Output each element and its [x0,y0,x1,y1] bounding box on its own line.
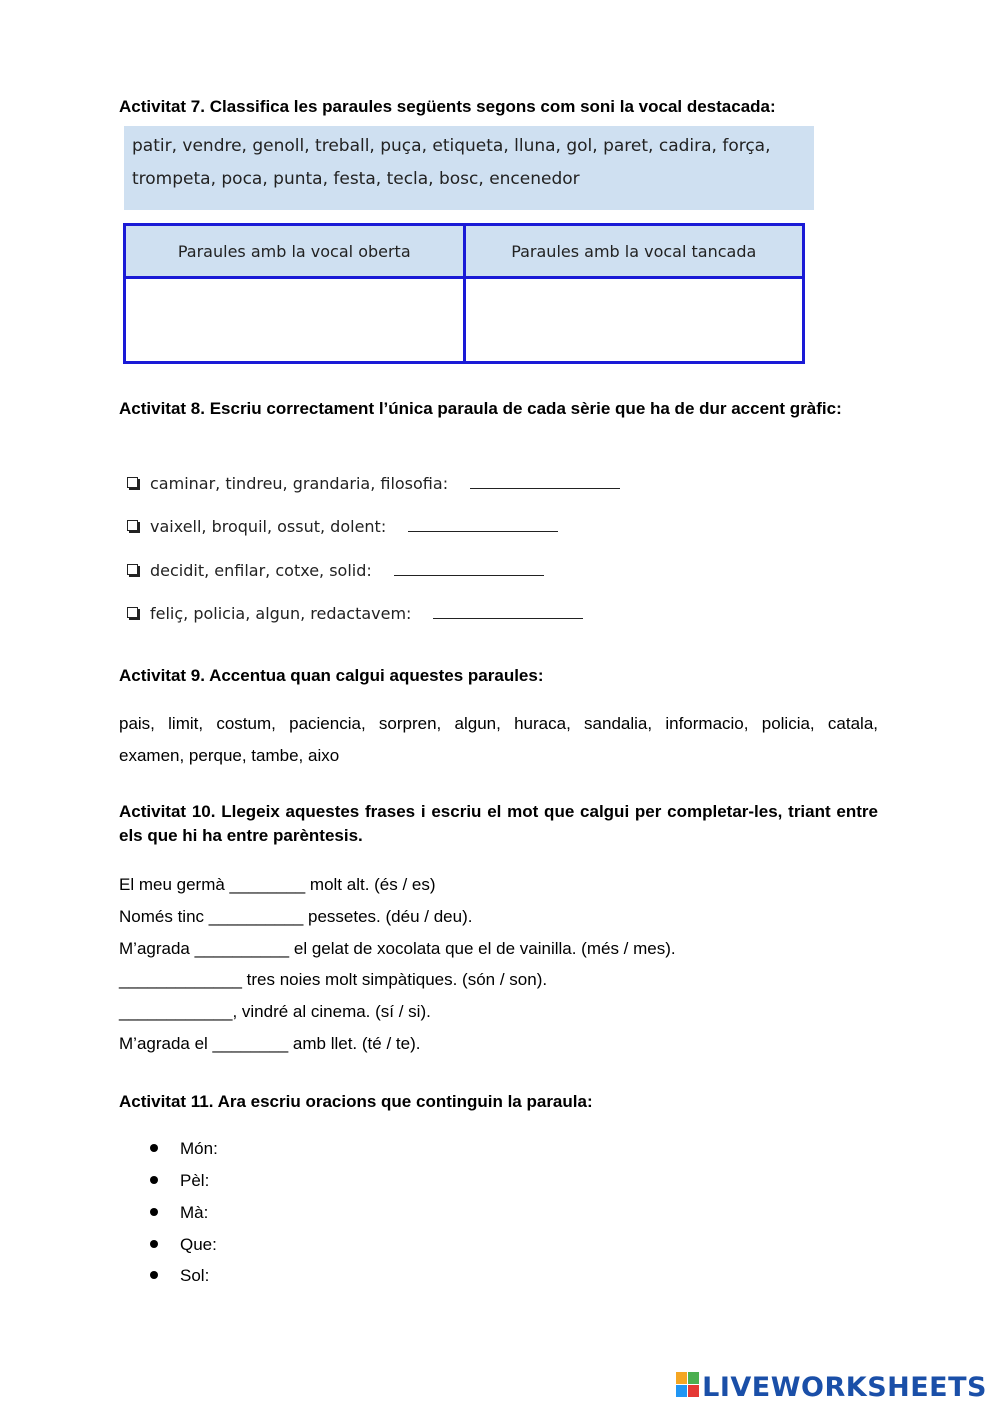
bullet-icon [150,1176,158,1184]
checkbox-icon [127,477,138,488]
answer-blank[interactable] [394,574,544,576]
classification-table [123,223,805,364]
open-vowel-answer-cell[interactable] [125,278,465,363]
activity11-item: Sol: [150,1260,209,1292]
activity9-words-line1: pais, limit, costum, paciencia, sorpren, algun, huraca, sandalia, informacio, policia, catala, [119,714,878,733]
activity10-sentence: El meu germà ________ molt alt. (és / es) [119,875,436,894]
activity8-item: vaixell, broquil, ossut, dolent: [127,517,558,536]
answer-blank[interactable] [470,487,620,489]
activity10-sentence: M’agrada __________ el gelat de xocolata que el de vainilla. (més / mes). [119,939,676,958]
activity10-sentence: _____________ tres noies molt simpàtiques. (són / son). [119,970,548,989]
activity11-heading: Activitat 11. Ara escriu oracions que continguin la paraula: [119,1092,593,1111]
col-open-vowel-header: Paraules amb la vocal oberta [125,225,465,278]
bullet-icon [150,1271,158,1279]
activity7-words-line1: patir, vendre, genoll, treball, puça, etiqueta, lluna, gol, paret, cadira, força, [132,136,771,156]
liveworksheets-brand: LIVEWORKSHEETS [702,1372,987,1403]
liveworksheets-logo [676,1372,987,1402]
activity7-word-box [124,126,814,210]
activity11-item: Món: [150,1133,218,1165]
activity9-words-line2: examen, perque, tambe, aixo [119,746,340,765]
checkbox-icon [127,564,138,575]
activity7-heading: Activitat 7. Classifica les paraules següents segons com soni la vocal destacada: [119,97,776,116]
liveworksheets-logo-icon [676,1372,700,1403]
activity10-heading: Activitat 10. Llegeix aquestes frases i escriu el mot que calgui per completar-les, triant entre els que hi ha entre parèntesis. [119,802,878,845]
activity10-sentence: ____________, vindré al cinema. (sí / si). [119,1002,431,1021]
bullet-icon [150,1144,158,1152]
activity8-item: feliç, policia, algun, redactavem: [127,604,583,623]
answer-blank[interactable] [408,530,558,532]
activity10-sentence: M’agrada el ________ amb llet. (té / te). [119,1034,421,1053]
activity8-item: decidit, enfilar, cotxe, solid: [127,561,544,580]
activity8-heading: Activitat 8. Escriu correctament l’única paraula de cada sèrie que ha de dur accent gràfic: [119,399,842,418]
checkbox-icon [127,607,138,618]
activity8-item: caminar, tindreu, grandaria, filosofia: [127,474,620,493]
activity7-words-line2: trompeta, poca, punta, festa, tecla, bosc, encenedor [132,169,580,189]
closed-vowel-answer-cell[interactable] [464,278,804,363]
activity11-item: Pèl: [150,1165,209,1197]
col-closed-vowel-header: Paraules amb la vocal tancada [464,225,804,278]
activity9-heading: Activitat 9. Accentua quan calgui aquestes paraules: [119,666,544,685]
activity11-item: Mà: [150,1197,208,1229]
bullet-icon [150,1208,158,1216]
activity11-item: Que: [150,1229,217,1261]
activity10-sentence: Només tinc __________ pessetes. (déu / deu). [119,907,473,926]
bullet-icon [150,1240,158,1248]
checkbox-icon [127,520,138,531]
answer-blank[interactable] [433,617,583,619]
